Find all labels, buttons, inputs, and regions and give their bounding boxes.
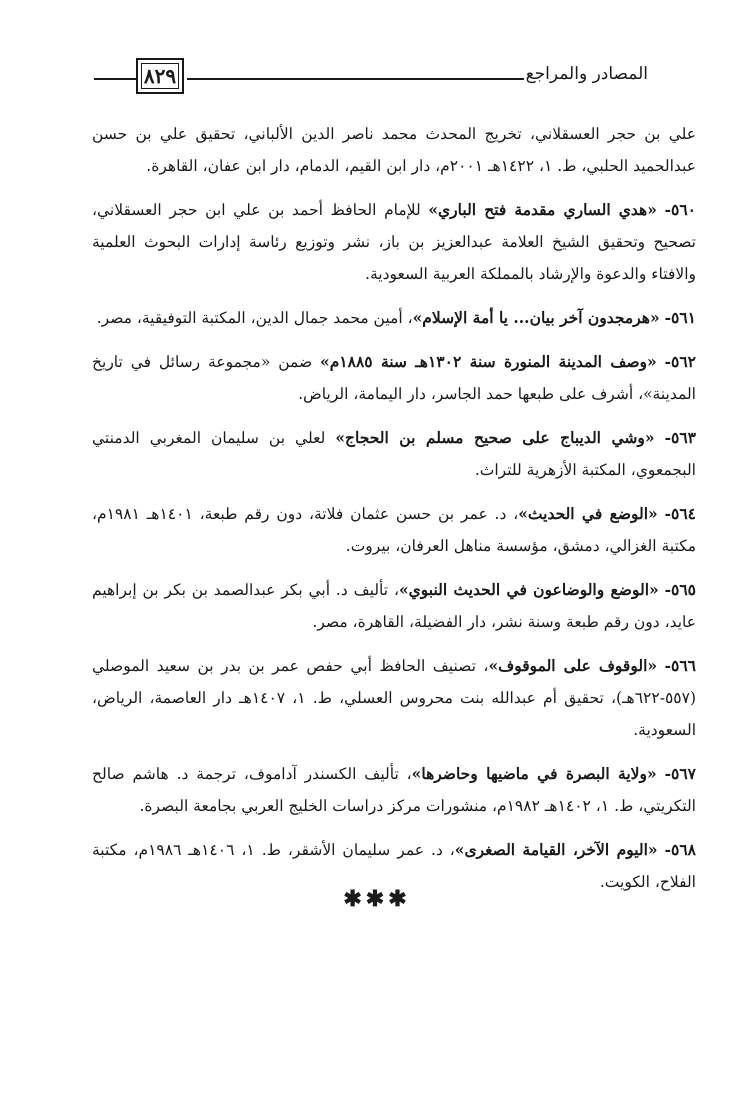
entry-title: «الوضع والوضاعون في الحديث النبوي» xyxy=(398,580,659,599)
entry-number: ٥٦٣- xyxy=(664,428,696,447)
entry-body: ، تأليف د. أبي بكر عبدالصمد بن بكر بن إبراهيم عايد، دون رقم طبعة وسنة نشر، دار الفضيلة، القاهرة، مصر. xyxy=(92,581,696,631)
header-rule-left xyxy=(94,78,136,80)
entry-title: «هدي الساري مقدمة فتح الباري» xyxy=(428,200,657,219)
entry-title: «وصف المدينة المنورة سنة ١٣٠٢هـ سنة ١٨٨٥م» xyxy=(320,352,657,371)
entry-number: ٥٦٤- xyxy=(664,504,696,523)
bibliography-entry xyxy=(92,574,696,638)
entry-title: «اليوم الآخر، القيامة الصغرى» xyxy=(454,840,658,859)
bibliography-entry xyxy=(92,194,696,290)
entry-body: علي بن حجر العسقلاني، تخريج المحدث محمد ناصر الدين الألباني، تحقيق علي بن حسن عبدالحميد الحلبي، ط. ١، ١٤٢٢هـ ٢٠٠١م، دار ابن القيم، الدمام، دار ابن عفان، القاهرة. xyxy=(92,125,696,175)
end-of-section-mark: ✱✱✱ xyxy=(343,886,411,912)
entry-number: ٥٦٨- xyxy=(664,840,697,859)
bibliography-entry xyxy=(92,498,696,562)
entry-title: «الوقوف على الموقوف» xyxy=(488,656,658,675)
bibliography-entry xyxy=(92,650,696,746)
entry-title: «هرمجدون آخر بيان... يا أمة الإسلام» xyxy=(412,308,660,327)
bibliography-entry-continued xyxy=(92,118,696,182)
entry-body: ضمن «مجموعة رسائل في تاريخ المدينة»، أشرف على طبعها حمد الجاسر، دار اليمامة، الرياض. xyxy=(92,353,696,403)
entry-number: ٥٦٢- xyxy=(664,352,696,371)
entry-body: ، تأليف الكسندر آداموف، ترجمة د. هاشم صالح التكريتي، ط. ١، ١٤٠٢هـ ١٩٨٢م، منشورات مركز دراسات الخليج العربي بجامعة البصرة. xyxy=(92,765,696,815)
entry-title: «ولاية البصرة في ماضيها وحاضرها» xyxy=(411,764,657,783)
entry-body: للإمام الحافظ أحمد بن علي ابن حجر العسقلاني، تصحيح وتحقيق الشيخ العلامة عبدالعزيز بن باز، نشر وتوزيع رئاسة إدارات البحوث العلمية والافتاء والدعوة والإرشاد بالمملكة العربية السعودية. xyxy=(92,201,696,283)
bibliography-entry xyxy=(92,422,696,486)
entry-title: «وشي الديباج على صحيح مسلم بن الحجاج» xyxy=(335,428,655,447)
bibliography-list xyxy=(92,118,696,910)
page-number: ٨٢٩ xyxy=(143,64,177,88)
entry-number: ٥٦٠- xyxy=(664,200,696,219)
entry-body: ، د. عمر بن حسن عثمان فلاتة، دون رقم طبعة، ١٤٠١هـ ١٩٨١م، مكتبة الغزالي، دمشق، مؤسسة مناهل العرفان، بيروت. xyxy=(92,505,696,555)
entry-title: «الوضع في الحديث» xyxy=(518,504,658,523)
entry-number: ٥٦٥- xyxy=(664,580,696,599)
running-title: المصادر والمراجع xyxy=(525,64,648,84)
entry-body: ، أمين محمد جمال الدين، المكتبة التوفيقية، مصر. xyxy=(96,309,413,327)
page-number-frame xyxy=(136,58,184,94)
bibliography-entry xyxy=(92,346,696,410)
entry-number: ٥٦٦- xyxy=(664,656,696,675)
entry-body: ، تصنيف الحافظ أبي حفص عمر بن بدر بن سعيد الموصلي (٥٥٧-٦٢٢هـ)، تحقيق أم عبدالله بنت محروس العسلي، ط. ١، ١٤٠٧هـ دار العاصمة، الرياض، السعودية. xyxy=(92,657,697,739)
entry-number: ٥٦١- xyxy=(664,308,696,327)
bibliography-entry xyxy=(92,758,696,822)
bibliography-entry xyxy=(92,302,696,334)
entry-body: لعلي بن سليمان المغربي الدمنتي البجمعوي، المكتبة الأزهرية للتراث. xyxy=(92,429,696,479)
entry-body: ، د. عمر سليمان الأشقر، ط. ١، ١٤٠٦هـ ١٩٨٦م، مكتبة الفلاح، الكويت. xyxy=(92,841,696,891)
entry-number: ٥٦٧- xyxy=(664,764,696,783)
